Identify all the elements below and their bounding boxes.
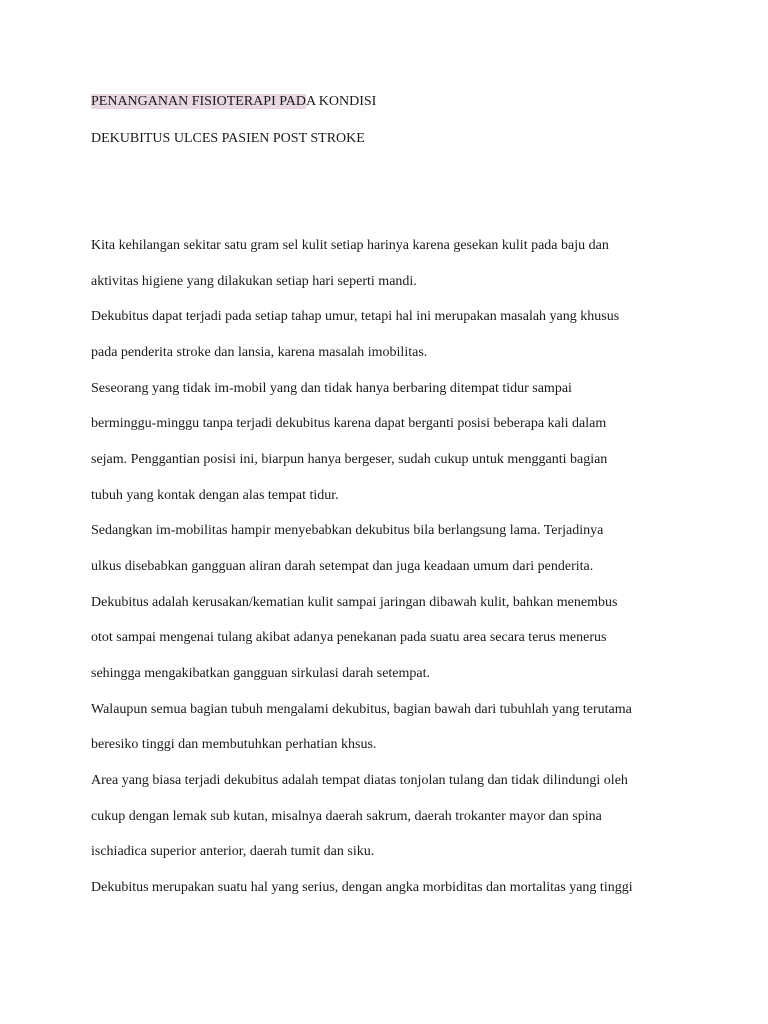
body-line-1: Kita kehilangan sekitar satu gram sel kulit setiap harinya karena gesekan kulit pada baju dan — [91, 238, 609, 253]
body-line-16: Area yang biasa terjadi dekubitus adalah tempat diatas tonjolan tulang dan tidak dilindungi oleh — [91, 773, 628, 788]
body-line-2: aktivitas higiene yang dilakukan setiap hari seperti mandi. — [91, 274, 417, 289]
body-line-14: Walaupun semua bagian tubuh mengalami dekubitus, bagian bawah dari tubuhlah yang terutama — [91, 702, 632, 717]
body-line-7: sejam. Penggantian posisi ini, biarpun hanya bergeser, sudah cukup untuk mengganti bagian — [91, 452, 608, 467]
title-rest-text: A KONDISI — [305, 94, 377, 109]
body-line-15: beresiko tinggi dan membutuhkan perhatian khsus. — [91, 737, 377, 752]
body-line-9: Sedangkan im-mobilitas hampir menyebabkan dekubitus bila berlangsung lama. Terjadinya — [91, 523, 604, 538]
body-line-12: otot sampai mengenai tulang akibat adanya penekanan pada suatu area secara terus menerus — [91, 630, 607, 645]
body-line-19: Dekubitus merupakan suatu hal yang serius, dengan angka morbiditas dan mortalitas yang tinggi — [91, 880, 633, 895]
document-title-line-1 — [91, 93, 376, 111]
body-line-17: cukup dengan lemak sub kutan, misalnya daerah sakrum, daerah trokanter mayor dan spina — [91, 809, 602, 824]
document-title-line-2: DEKUBITUS ULCES PASIEN POST STROKE — [91, 131, 365, 146]
title-highlighted-text: PENANGANAN FISIOTERAPI PAD — [91, 94, 306, 109]
body-line-8: tubuh yang kontak dengan alas tempat tidur. — [91, 488, 339, 503]
body-line-10: ulkus disebabkan gangguan aliran darah setempat dan juga keadaan umum dari penderita. — [91, 559, 594, 574]
body-line-6: berminggu-minggu tanpa terjadi dekubitus karena dapat berganti posisi beberapa kali dalam — [91, 416, 607, 431]
body-line-18: ischiadica superior anterior, daerah tumit dan siku. — [91, 844, 375, 859]
body-line-3: Dekubitus dapat terjadi pada setiap tahap umur, tetapi hal ini merupakan masalah yang khusus — [91, 309, 620, 324]
body-line-4: pada penderita stroke dan lansia, karena masalah imobilitas. — [91, 345, 428, 360]
body-line-11: Dekubitus adalah kerusakan/kematian kulit sampai jaringan dibawah kulit, bahkan menembus — [91, 595, 618, 610]
body-line-5: Seseorang yang tidak im-mobil yang dan tidak hanya berbaring ditempat tidur sampai — [91, 381, 572, 396]
body-line-13: sehingga mengakibatkan gangguan sirkulasi darah setempat. — [91, 666, 431, 681]
